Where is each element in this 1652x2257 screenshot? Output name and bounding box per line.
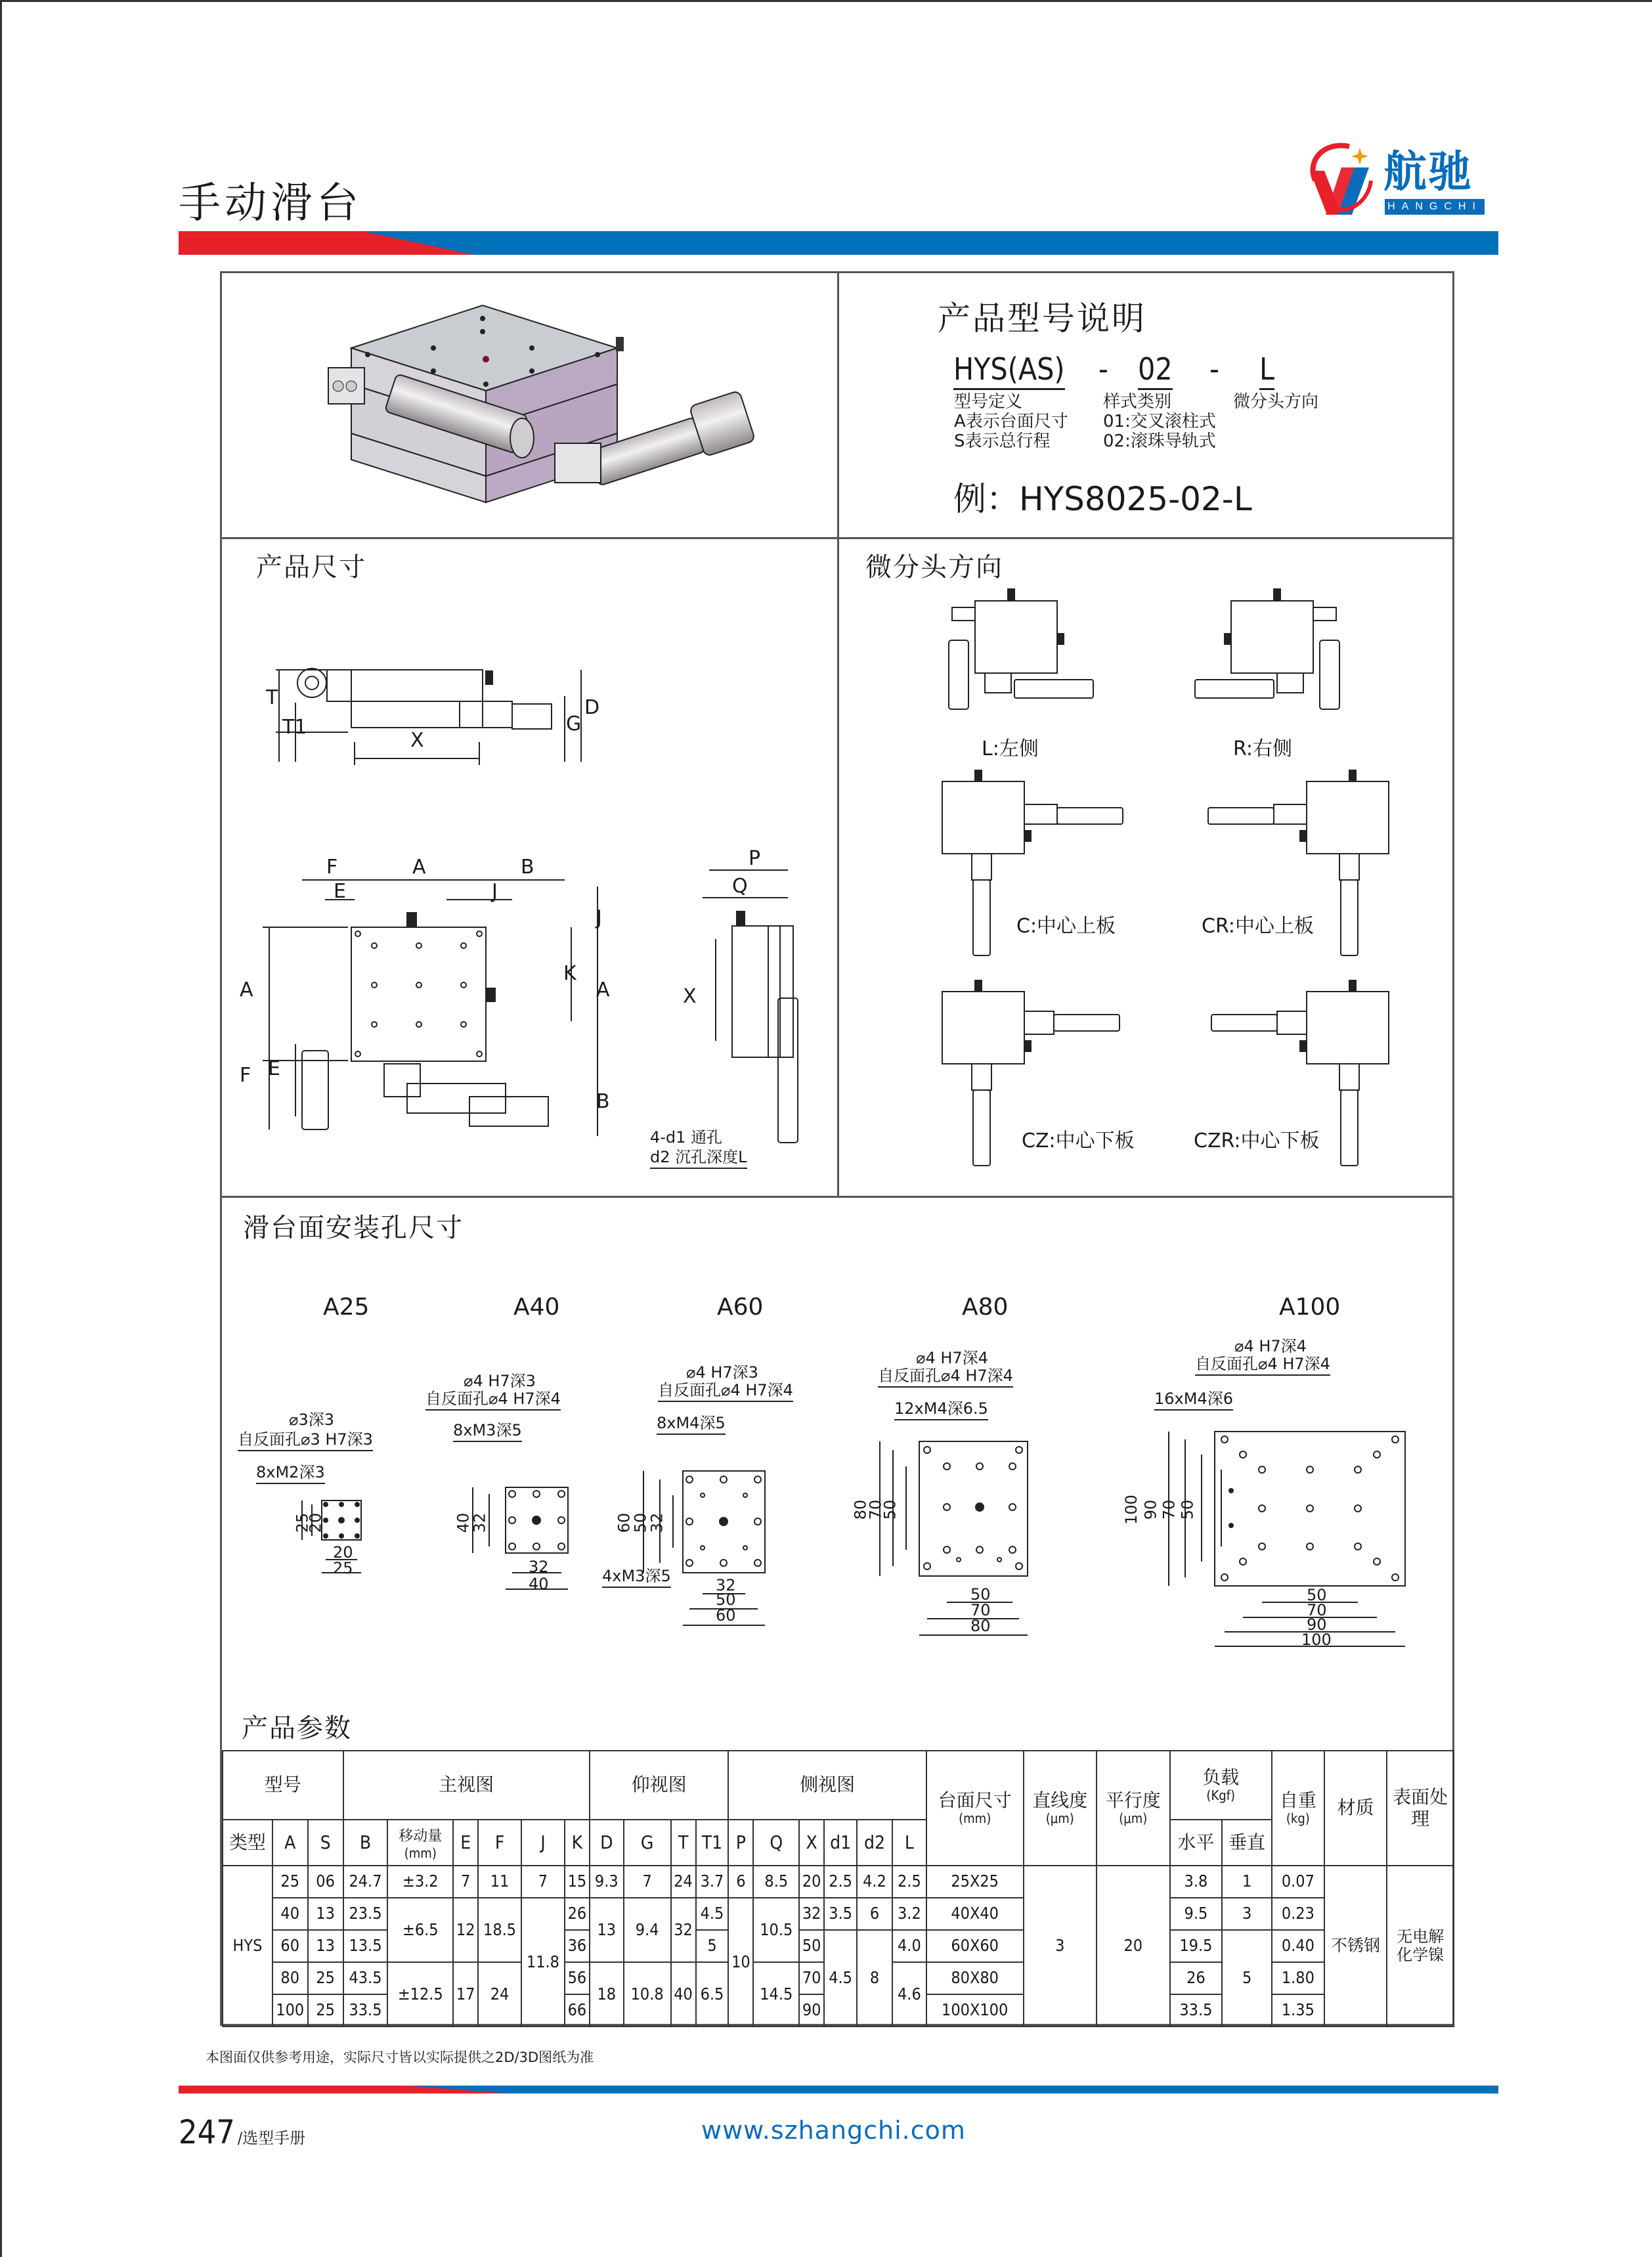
plate-A40-vdim: 40 [454,1512,473,1533]
page-number: 247 /选型手册 [179,2113,306,2151]
header-table-size: 台面尺寸 (mm) [926,1751,1024,1866]
plate-A100-hdim: 90 [1307,1615,1327,1634]
dim-label-A: A [240,978,253,1001]
plate-A25-title: A25 [323,1294,370,1321]
dim-label-G: G [566,712,582,735]
dim-label-J: J [492,880,498,903]
dim-label-E: E [268,1057,280,1080]
logo-en-text: HANGCHI [1385,199,1485,215]
header-Q: Q [753,1820,799,1866]
dim-label-Q: Q [732,875,748,898]
logo-cn-text: 航驰 [1383,146,1473,197]
table-row: 80 25 43.5 ±12.5 17 24 56 18 10.8 40 6.5 14.5 70 4.6 80X80 26 1.80 [223,1962,1454,1994]
direction-R-label: R:右侧 [1233,737,1293,760]
plate-A60-tap: 8xM4深5 [657,1410,726,1435]
plate-A80-hdim: 50 [970,1585,991,1604]
plate-A25-pin: ⌀3深3 [289,1411,334,1429]
plate-A40-hdim: 40 [529,1575,549,1593]
direction-C-label: C:中心上板 [1016,915,1116,938]
dim-label-K: K [563,962,576,985]
hole-note-through: 4-d1 通孔 [650,1128,723,1147]
micrometer-direction-title: 微分头方向 [865,552,1003,582]
frame-divider [837,271,839,1197]
header-d2: d2 [857,1820,892,1866]
plate-A100-hdim: 70 [1307,1601,1327,1619]
header-E: E [453,1820,478,1866]
header-load-horizontal: 水平 [1170,1820,1223,1866]
frame-divider [220,537,1454,539]
plate-A100-vdim: 90 [1141,1499,1160,1520]
table-row: HYS 25 06 24.7 ±3.2 7 11 7 15 9.3 7 24 3.7 6 8.5 20 2.5 4.2 2.5 25X25 3 20 3.8 1 0.07 不锈钢 无电解化学镍 [223,1866,1454,1898]
website-link[interactable]: www.szhangchi.com [701,2116,966,2145]
product-3d-render [302,292,814,515]
params-title: 产品参数 [242,1713,352,1743]
logo-mark-icon [1303,141,1376,217]
plate-A60-title: A60 [717,1294,764,1321]
plate-A80-pin: ⌀4 H7深4 [916,1349,988,1367]
plate-A60-vdim: 60 [615,1512,634,1533]
header-surface: 表面处理 [1387,1751,1454,1866]
plate-A100-vdim: 70 [1160,1499,1179,1520]
header-T1: T1 [696,1820,729,1866]
dim-label-E: E [334,880,346,903]
dim-label-D: D [584,696,600,719]
plate-A100-tap: 16xM4深6 [1154,1386,1233,1411]
plate-A60-pin: ⌀4 H7深3 [686,1363,758,1382]
plate-A80-hdim: 70 [970,1601,991,1619]
dim-label-T1: T1 [282,716,307,739]
direction-CR-label: CR:中心上板 [1202,915,1314,938]
plate-A40-vdim: 32 [470,1512,489,1533]
plate-A40-title: A40 [513,1294,560,1321]
header-X: X [799,1820,824,1866]
plate-A80-hdim: 80 [970,1617,991,1635]
front-view-drawing [250,867,643,1156]
dim-label-X: X [410,729,424,752]
plate-A100-vdim: 100 [1121,1495,1141,1525]
plate-A60-pin-back: 自反面孔⌀4 H7深4 [658,1377,793,1402]
dim-label-A: A [596,978,610,1001]
dim-label-X: X [683,985,697,1008]
plate-A80-vdim: 70 [866,1499,885,1520]
direction-R-drawing [1192,581,1362,712]
table-row: 100 25 33.5 66 90 100X100 33.5 1.35 [223,1994,1454,2027]
header-B: B [343,1820,388,1866]
header-color-bar [179,231,1498,255]
plate-A100-title: A100 [1279,1294,1341,1321]
header-K: K [565,1820,590,1866]
plate-A25-hdim: 25 [333,1559,353,1577]
plate-A100-pin-back: 自反面孔⌀4 H7深4 [1195,1351,1330,1376]
plate-A60-tap2: 4xM3深5 [602,1563,671,1588]
direction-CZ-label: CZ:中心下板 [1022,1129,1135,1152]
plate-A60-hdim: 32 [716,1576,736,1594]
model-explanation-title: 产品型号说明 [938,299,1146,338]
table-row: 60 13 13.5 36 5 50 4.5 8 4.0 60X60 19.5 5 0.40 [223,1930,1454,1962]
header-A: A [272,1820,308,1866]
header-bottom-view: 仰视图 [590,1751,729,1820]
dim-label-T: T [266,686,278,709]
plate-A100-hdim: 50 [1307,1586,1327,1604]
header-load: 负载 (Kgf) [1170,1751,1272,1820]
header-load-vertical: 垂直 [1222,1820,1272,1866]
brand-logo [1303,135,1500,220]
dim-label-B: B [596,1090,610,1113]
header-L: L [892,1820,926,1866]
direction-L-drawing [946,581,1116,712]
plate-A80-vdim: 80 [851,1499,870,1520]
model-example: 例：HYS8025-02-L [953,480,1252,518]
plate-A80-pin-back: 自反面孔⌀4 H7深4 [878,1363,1013,1388]
plate-A25-tap: 8xM2深3 [256,1459,325,1484]
dim-label-B: B [521,856,534,879]
header-model: 型号 [223,1751,343,1820]
dimensions-title: 产品尺寸 [256,552,366,582]
plate-A25-hdim: 20 [333,1543,353,1562]
plate-A100-vdim: 50 [1178,1499,1197,1520]
plate-A25-pin-back: 自反面孔⌀3 H7深3 [238,1426,373,1451]
mounting-holes-title: 滑台面安装孔尺寸 [243,1213,464,1243]
header-d1: d1 [824,1820,857,1866]
model-code-dash: - [1098,351,1108,387]
plate-A80-drawing [854,1438,1090,1675]
hole-note-counterbore: d2 沉孔深度L [650,1144,747,1169]
model-desc-definition: 型号定义 A表示台面尺寸 S表示总行程 [954,392,1068,451]
plate-A80-tap: 12xM4深6.5 [894,1395,988,1420]
model-code-dash: - [1209,351,1219,387]
plate-A80-title: A80 [962,1294,1009,1321]
header-P: P [728,1820,753,1866]
footer-color-bar [179,2086,1498,2093]
plate-A60-hdim: 60 [716,1606,736,1625]
plate-A60-vdim: 32 [647,1512,666,1533]
header-travel: 移动量 (mm) [387,1820,453,1866]
header-straightness: 直线度 (μm) [1024,1751,1097,1866]
plate-A100-drawing [1129,1422,1438,1717]
dim-label-J: J [596,906,602,929]
dim-label-F: F [240,1064,251,1087]
dim-label-A: A [412,856,426,879]
plate-A40-pin: ⌀4 H7深3 [464,1372,536,1390]
header-D: D [590,1820,624,1866]
header-weight: 自重 (kg) [1272,1751,1324,1866]
model-code-series: HYS(AS) [953,351,1065,387]
direction-L-label: L:左侧 [982,737,1039,760]
params-table [222,1750,1454,2027]
header-T: T [671,1820,696,1866]
dim-label-F: F [326,856,338,879]
model-desc-direction: 微分头方向 [1233,392,1319,412]
header-side-view: 侧视图 [728,1751,926,1820]
plate-A60-hdim: 50 [716,1590,736,1609]
header-S: S [308,1820,343,1866]
plate-A80-vdim: 50 [880,1499,900,1520]
header-type: 类型 [223,1820,272,1866]
plate-A40-hdim: 32 [529,1558,549,1576]
frame-divider [220,1196,1454,1198]
model-desc-style: 样式类别 01:交叉滚柱式 02:滚珠导轨式 [1103,392,1216,451]
plate-A60-vdim: 50 [631,1512,650,1533]
plate-A40-drawing [446,1481,604,1599]
disclaimer-note: 本图面仅供参考用途，实际尺寸皆以实际提供之2D/3D图纸为准 [206,2049,594,2065]
header-front-view: 主视图 [343,1751,590,1820]
table-row: 40 13 23.5 ±6.5 12 18.5 11.8 26 13 9.4 32 4.5 10 10.5 32 3.5 6 3.2 40X40 9.5 3 0.23 [223,1898,1454,1930]
dim-label-P: P [749,847,761,870]
plate-A40-pin-back: 自反面孔⌀4 H7深4 [425,1386,561,1411]
plate-A25-vdim: 25 [293,1512,312,1533]
plate-A100-pin: ⌀4 H7深4 [1234,1337,1307,1355]
header-J: J [521,1820,565,1866]
side-view-drawing [696,854,827,1149]
model-code-direction: L [1259,351,1274,387]
header-F: F [478,1820,521,1866]
model-code-style: 02 [1138,351,1173,387]
header-G: G [624,1820,671,1866]
plate-A40-tap: 8xM3深5 [453,1417,522,1442]
direction-CZR-label: CZR:中心下板 [1194,1129,1320,1152]
header-parallelism: 平行度 (μm) [1097,1751,1170,1866]
plate-A25-vdim: 20 [306,1512,325,1533]
page-title: 手动滑台 [179,179,362,228]
header-material: 材质 [1324,1751,1387,1866]
plate-A100-hdim: 100 [1301,1631,1332,1649]
